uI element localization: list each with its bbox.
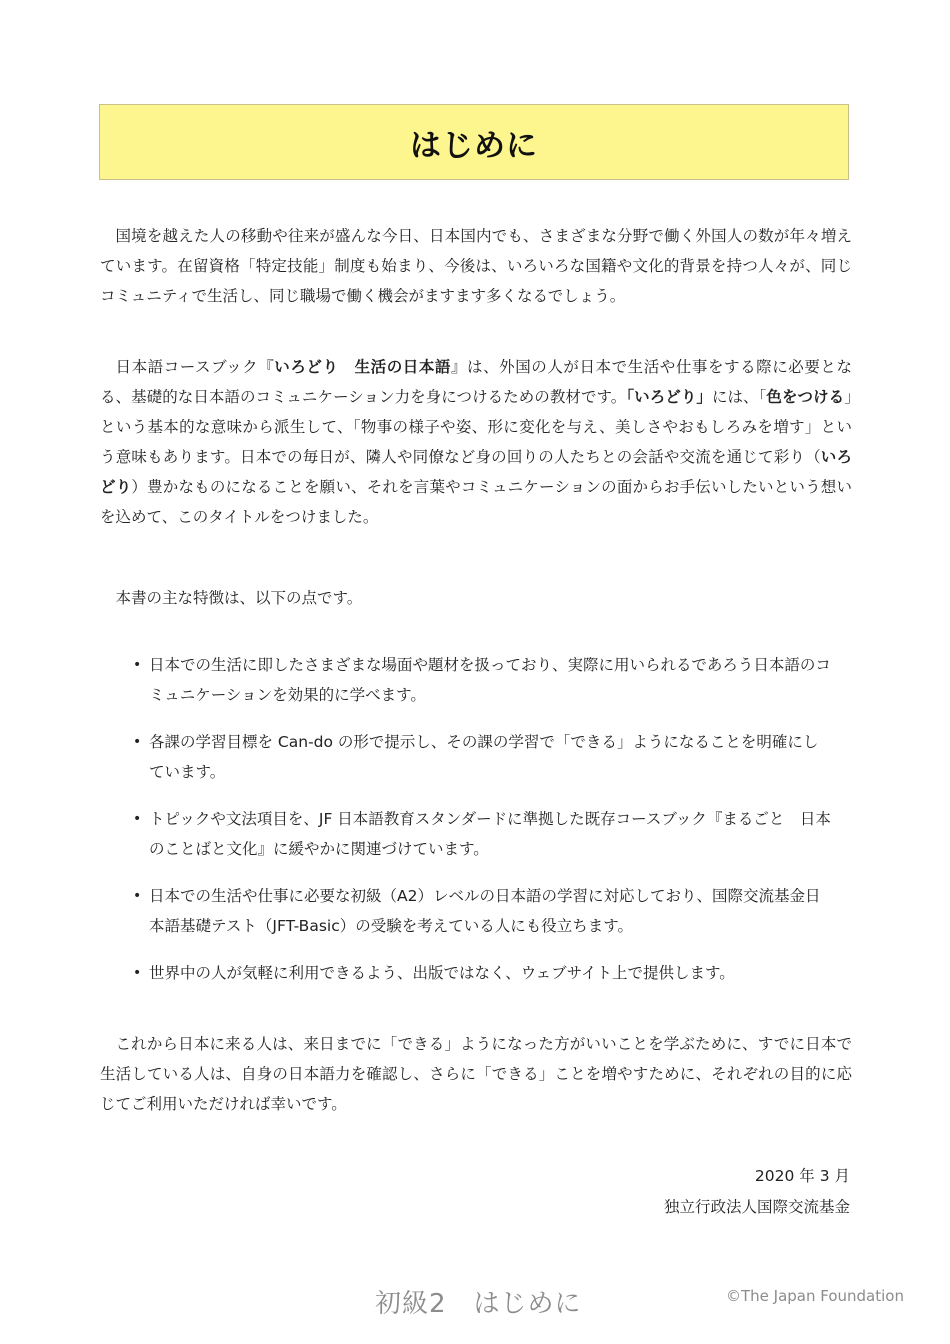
list-item [133, 804, 833, 864]
page-title: はじめに [410, 127, 538, 164]
para2-text-i: ）豊かなものになることを願い、それを言葉やコミュニケーションの面からお手伝いしたいという想いを込めて、このタイトルをつけました。 [100, 478, 852, 526]
book-title-bold: いろどり 生活の日本語 [274, 358, 451, 376]
footer-copyright: ©The Japan Foundation [725, 1287, 904, 1305]
irodori-reading-bold: いろどり [100, 448, 852, 496]
list-item [133, 881, 833, 941]
publisher-name: 独立行政法人国際交流基金 [663, 1198, 850, 1216]
list-item-text: 日本での生活に即したさまざまな場面や題材を扱っており、実際に用いられるであろう日本語のコミュニケーションを効果的に学べます。 [149, 656, 831, 704]
iro-wo-tsukeru-bold: 色をつける [766, 388, 845, 406]
irodori-bold: 「いろどり」 [626, 388, 712, 406]
feature-list [133, 650, 833, 1005]
para2-text-e: には、「 [711, 388, 767, 406]
para2-text-c: 』は、外国の人が日本で生活や仕事をする際に必要となる、基礎的な日本語のコミュニケーション力を身につけるための教材です。 [100, 358, 852, 406]
bullet-icon: • [133, 888, 142, 904]
closing-paragraph: これから日本に来る人は、来日までに「できる」ようになった方がいいことを学ぶために、すでに日本で生活している人は、自身の日本語力を確認し、さらに「できる」ことを増やすために、それぞれの目的に応じてご利用いただければ幸いです。 [100, 1035, 852, 1113]
bullet-icon: • [133, 811, 142, 827]
bullet-icon: • [133, 657, 142, 673]
intro-paragraph-1: 国境を越えた人の移動や往来が盛んな今日、日本国内でも、さまざまな分野で働く外国人の数が年々増えています。在留資格「特定技能」制度も始まり、今後は、いろいろな国籍や文化的背景を持つ人々が、同じコミュニティで生活し、同じ職場で働く機会がますます多くなるでしょう。 [100, 227, 852, 305]
para2-text-a: 日本語コースブック『 [115, 358, 275, 376]
list-item [133, 958, 833, 988]
list-item-text: 世界中の人が気軽に利用できるよう、出版ではなく、ウェブサイト上で提供します。 [149, 964, 735, 982]
list-item [133, 727, 833, 787]
bullet-icon: • [133, 734, 142, 750]
list-item-text: 各課の学習目標を Can-do の形で提示し、その課の学習で「できる」ようになることを明確にしています。 [149, 733, 819, 781]
features-intro: 本書の主な特徴は、以下の点です。 [115, 589, 363, 607]
para2-text-g: 」という基本的な意味から派生して、「物事の様子や姿、形に変化を与え、美しさやおもしろみを増す」という意味もあります。日本での毎日が、隣人や同僚など身の回りの人たちとの会話や交流を通じて彩り（ [100, 388, 852, 466]
footer-title: 初級2 はじめに [375, 1289, 582, 1319]
intro-paragraph-2 [100, 352, 852, 532]
title-banner [99, 104, 849, 180]
list-item-text: トピックや文法項目を、JF 日本語教育スタンダードに準拠した既存コースブック『まるごと 日本のことばと文化』に緩やかに関連づけています。 [149, 810, 831, 858]
publication-date: 2020 年 3 月 [754, 1167, 850, 1185]
bullet-icon: • [133, 965, 142, 981]
list-item [133, 650, 833, 710]
list-item-text: 日本での生活や仕事に必要な初級（A2）レベルの日本語の学習に対応しており、国際交流基金日本語基礎テスト（JFT-Basic）の受験を考えている人にも役立ちます。 [149, 887, 821, 935]
